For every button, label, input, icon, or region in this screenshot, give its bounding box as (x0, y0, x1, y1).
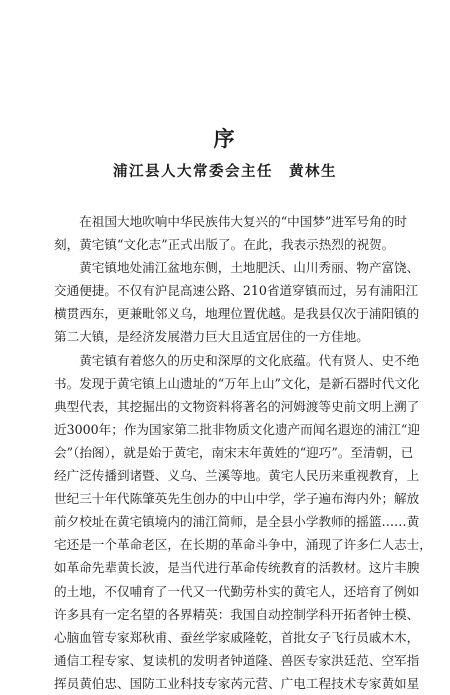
text-line: 宅还是一个革命老区，在长期的革命斗争中，涌现了许多仁人志士， (54, 537, 432, 553)
text-line: 在祖国大地吹响中华民族伟大复兴的“中国梦”进军号角的时 (54, 214, 407, 229)
text-line: 第二大镇，是经济发展潜力巨大且适宜居住的一方佳地。 (54, 329, 369, 345)
text-line: 刻，黄宅镇“文化志”正式出版了。在此，我表示热烈的祝贺。 (54, 237, 395, 253)
text-line: 黄宅镇地处浦江盆地东侧，土地肥沃、山川秀丽、物产富饶、 (54, 260, 420, 276)
text-line: 黄宅镇有着悠久的历史和深厚的文化底蕴。代有贤人、史不绝 (54, 352, 420, 368)
text-line: 书。发现于黄宅镇上山遗址的“万年上山”文化，是新石器时代文化 (54, 375, 420, 391)
text-line: 心脑血管专家郑秋甫、蚕丝学家戚隆乾，首批女子飞行员戚木木， (54, 629, 420, 645)
text-line: 典型代表，其挖掘出的文物资料将著名的河姆渡等史前文明上溯了 (54, 398, 420, 414)
text-line: 的土地，不仅哺育了一代又一代勤劳朴实的黄宅人，还培育了例如 (54, 583, 420, 599)
text-line: 挥员黄伯忠、国防工业科技专家芮元营、广电工程技术专家黄如星 (54, 675, 420, 691)
text-line: 如革命先辈黄长波，是当代进行革命传统教育的活教材。这片丰腴 (54, 560, 420, 576)
text-line: 经广泛传播到诸暨、义乌、兰溪等地。黄宅人民历来重视教育，上 (54, 468, 420, 484)
text-line: 近3000年；作为国家第二批非物质文化遗产而闻名遐迩的浦江“迎 (54, 421, 420, 437)
text-line: 世纪三十年代陈肇英先生创办的中山中学，学子遍布海内外；解放 (54, 491, 420, 507)
text-line: 许多具有一定名望的各界精英：我国自动控制学科开拓者钟士模、 (54, 606, 420, 622)
text-line: 横贯西东，更兼毗邻义乌，地理位置优越。是我县仅次于浦阳镇的 (54, 306, 420, 322)
text-line: 通信工程专家、复读机的发明者钟道隆、兽医专家洪廷范、空军指 (54, 652, 420, 668)
body-text (54, 210, 432, 695)
text-line: 前夕校址在黄宅镇境内的浦江简师，是全县小学教师的摇篮……黄 (54, 514, 420, 530)
text-line: 交通便捷。不仅有沪昆高速公路、210省道穿镇而过，另有浦阳江 (54, 283, 419, 299)
author-byline: 浦江县人大常委会主任 黄林生 (113, 163, 337, 180)
page-title: 序 (213, 126, 237, 151)
text-line: 会”（抬阁），就是始于黄宅，南宋末年黄姓的“迎巧”。至清朝，已 (54, 444, 414, 460)
